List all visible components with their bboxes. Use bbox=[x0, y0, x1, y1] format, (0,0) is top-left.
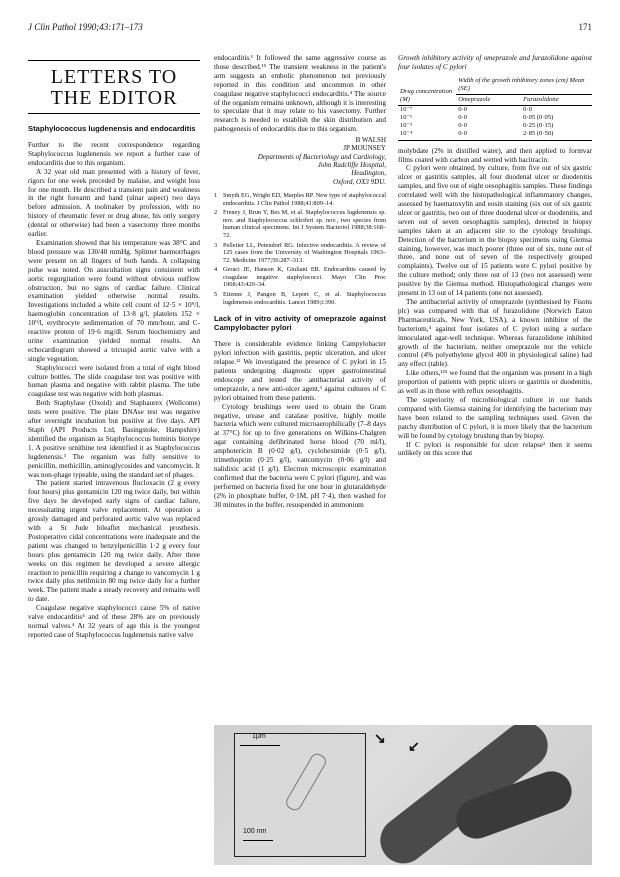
reference-item: 4 Geraci JE, Hanson K, Giuliani ER. Endocarditis caused by coagulase negative staphylococci. Mayo Clin Proc 1968;43:420–34. bbox=[214, 266, 386, 289]
paragraph: If C pylori is responsible for ulcer relapse² then it seems unlikely on this score that bbox=[398, 440, 592, 458]
paragraph: Cytology brushings were used to obtain the Gram negative, urease and catalase positive, highly motile bacteria which were cultured microaerophilically (7–8 days at 37°C) for up to five generations on Wilkins-Chalgren agar containing defibrinated horse blood (70 ml/l), amphotericin B (0·02 g/l), cycloheximide (0·5 g/l), trimethoprim (0·25 g/l), vancomycin (0·06 g/l) and nalidixic acid (1 g/l). Electron microscopic examination confirmed that the bacteria were C pylori (figure), and was performed on bacteria fixed for one hour in glutaraldehyde (2% in phosphate buffer, 0·1M, pH 7·4), then washed for 30 minutes in the buffer, resuspended in ammonium bbox=[214, 402, 386, 509]
affiliation-line: Oxford, OX3 9DU. bbox=[332, 177, 386, 186]
section-title bbox=[28, 60, 200, 114]
main-scale-bar bbox=[240, 745, 280, 746]
reference-item: 1 Smyth EG, Wright ED, Marples RP. New type of staphylococcal endocarditis. J Clin Pathol 1988;41:809–14. bbox=[214, 191, 386, 207]
signature bbox=[214, 136, 386, 186]
column-2 bbox=[214, 54, 386, 509]
table-row: 10⁻⁷ 0·0 0·0 bbox=[400, 105, 532, 113]
reference-item: 5 Etienne J, Pangon B, Leport C, et al. Staphylococcus lugdenensis endocarditis. Lancet 1989;i:390. bbox=[214, 291, 386, 306]
paragraph: molybdate (2% in distilled water), and then applied to formvar films coated with carbon and wetted with bacitracin. bbox=[398, 146, 592, 164]
journal-citation: J Clin Pathol 1990;43:171–173 bbox=[28, 22, 143, 32]
inset-scale-bar bbox=[243, 840, 273, 841]
paragraph: Both Staphylase (Oxoid) and Staphaurex (Wellcome) tests were positive. The plate DNAse test was negative after overnight incubation but positive at five days. API Staph (API Products Ltd, Basingstoke, Hampshire) identified the organism as Staphylococcus hominis biotype 1. A positive ornithine test identified it as Staphylococcus lugdenensis.³ The organism was fully sensitive to penicillin, methicillin, aminoglycosides and vancomycin. It was non-phage typeable, using the standard set of phages. bbox=[28, 399, 200, 479]
column-3 bbox=[398, 54, 592, 458]
paragraph: Further to the recent correspondence regarding Staphylococcus lugdenensis we report a further case of endocarditis due to this organism. bbox=[28, 141, 200, 167]
paragraph: A 32 year old man presented with a history of fever, rigors for one week preceded by malaise, and weight loss for one month. He described a transient pain and weakness in the right forearm and hand (ulnar aspect) two days before admission. A toolmaker by profession, with no history of rheumatic fever or drug abuse, his only surgery (dental or otherwise) had been a vasectomy three months earlier. bbox=[28, 167, 200, 239]
table-row: 10⁻⁴ 0·0 2·85 (0·50) bbox=[398, 130, 592, 141]
table-row: 10⁻⁶ 0·0 0·05 (0·05) bbox=[400, 113, 554, 121]
affiliation-line: John Radcliffe Hospital, bbox=[317, 161, 386, 170]
author: JP MOUNSEY bbox=[343, 144, 386, 153]
paragraph: The patient started intravenous flucloxacin (2 g every four hours) plus gentamicin 120 mg twice daily, but within five days he developed early signs of cardiac failure, necessitating urgent valve replacement. At operation a grossly damaged and perforated aortic valve was replaced with a St Jude bileaflet mechanical prosthesis. Postoperative cidal concentrations were inadequate and the patient was changed to benzylpenicillin 1·2 g every four hours plus gentamicin 120 mg twice daily. After three weeks on this regimen he developed a severe allergic reaction to penicillin requiring a change to vancomycin 1 g twice daily plus netilmicin 80 mg twice daily for a further week. The patient made a steady recovery and remains well to date. bbox=[28, 479, 200, 604]
main-scale-label: 1μm bbox=[252, 733, 266, 740]
table-header-furazolidone: Furazolidone bbox=[521, 94, 592, 105]
reference-list bbox=[214, 192, 386, 306]
inhibition-table bbox=[398, 76, 592, 141]
running-header bbox=[28, 22, 592, 32]
reference-item: 3 Pelletier LL, Petendorf RG. Infective endocarditis. A review of 125 cases from the University of Washington Hospitals 1963–72. Medicine 1977;56:287–313. bbox=[214, 241, 386, 264]
table-caption: Growth inhibitory activity of omeprazole and furazolidone against four isolates of C pylori bbox=[398, 54, 592, 71]
micrograph-inset bbox=[234, 733, 366, 857]
section-title-line-1: LETTERS TO bbox=[50, 66, 178, 88]
table-header-drug-concentration: Drug concentration (M) bbox=[398, 76, 456, 106]
arrow-icon: ↘ bbox=[374, 732, 386, 747]
page-number: 171 bbox=[578, 22, 592, 32]
paragraph: The antibacterial activity of omeprazole (synthesised by Fisons plc) was compared with that of furazolidone (Norwich Eaton Pharmaceuticals, New York, USA), a known inhibitor of the bacterium,⁴ against four isolates of C pylori using a surface innoculated agar-well technique. Whereas furazolidone inhibited growth of the bacterium, neither omeprazole nor the vehicle control (4% polyethylene glycol 400 in physiological saline) had any effect (table). bbox=[398, 298, 592, 369]
paragraph: Examination showed that his temperature was 38°C and blood pressure was 130/40 mmHg. Splinter haemorrhages were present on all fingers of both hands. A collapsing pulse was noted. On auscultation signs consistent with aortic regurgitation were found without obvious outflow obstruction, but no signs of cardiac failure. Clinical examination yielded otherwise normal results. Investigations included a white cell count of 12·5 × 10⁹/l, haemoglobin concentration of 13·8 g/l, platelets 152 × 10⁹/l, erythrocyte sedimentation of 70 mm/hour, and C-reactive protein of 19·6 mg/dl. Serum biochemistry and urine examination yielded normal results. An echocardiogram showed a tricuspid aortic valve with a single vegetation. bbox=[28, 238, 200, 363]
table-header-omeprazole: Omeprazole bbox=[456, 94, 521, 105]
arrow-icon: ↙ bbox=[408, 740, 420, 755]
affiliation-line: Headington, bbox=[351, 169, 386, 178]
paragraph: endocarditis.¹ It followed the same aggressive course as those described.¹⁵ The transient weakness in the patient's arm suggests an embolic phenomenon not previously reported in this condition and uncommon in other coagulase negative staphylococci endocarditis.⁴ The source of the organism remains unknown, although it is interesting to speculate that it may relate to his vasectomy. Further research is needed to establish the skin distribution and pathogenesis of endocarditis due to this organism. bbox=[214, 54, 386, 134]
table-header-group: Width of the growth inhibitory zones (cm) Mean (SE) bbox=[456, 76, 592, 95]
author: B WALSH bbox=[355, 136, 386, 145]
table-row: 10⁻⁵ 0·0 0·25 (0·15) bbox=[400, 121, 554, 129]
bacterium-inset-outline bbox=[284, 751, 329, 813]
column-1 bbox=[28, 60, 200, 640]
electron-micrograph-figure bbox=[214, 725, 592, 865]
letter1-title: Staphylococcus lugdenensis and endocarditis bbox=[28, 124, 196, 133]
affiliation-line: Departments of Bacteriology and Cardiology, bbox=[257, 152, 386, 161]
inset-scale-label: 100 nm bbox=[243, 828, 267, 835]
reference-item: 2 Freney J, Brun Y, Bes M, et al. Staphylococcus lugdenensis sp. nov. and Staphylococcus schleiferi sp. nov., two species from human clinical specimens. Int J System Bacteriol 1988;38:168–72. bbox=[214, 209, 386, 239]
paragraph: C pylori were obtained, by culture, from five out of six gastric ulcer or gastritis samples, all four duodenal ulcer or duodenitis samples, and five out of eight oesophagitis samples. These findings correlated well with the histopathological inflammatory changes, assessed by haematoxylin and eosin staining (six out of six gastric ulcer or gastritis, two out of three duodenal ulcer or duodenitis, and seven out of seven oesophagitis samples), detected in biopsy samples taken at an adjacent site to the cytology brushings. Detection of the bacterium in the biopsy specimens using Giemsa staining, however, was much poorer (three out of six, none out of three, and none out of seven of the respectively grouped complaints). Twelve out of 15 patients were C pylori positive by the culture method; only three out of 13 (two not assessed) were positive by the Giemsa method. Histopathological changes were present in 13 out of 14 patients (one not assessed). bbox=[398, 164, 592, 298]
paragraph: Staphylococci were isolated from a total of eight blood culture bottles. The slide coagulase test was positive with human plasma and negative with rabbit plasma. The tube coagulase test was negative with both plasmas. bbox=[28, 363, 200, 399]
section-title-line-2: THE EDITOR bbox=[50, 87, 178, 109]
paragraph: The superiority of microbiological culture in our hands compared with Giemsa staining for identifying the bacterium may have been related to the sampling techniques used. Given the patchy distribution of C pylori, it is more likely that the bacterium will be found by cytology brushing than by biopsy. bbox=[398, 395, 592, 440]
paragraph: Coagulase negative staphylococci cause 5% of native valve endocarditis⁴ and of these 28% are on previously normal valves.⁴ At 32 years of age this is the youngest reported case of Staphylococcus lugdenensis native valve bbox=[28, 604, 200, 639]
letter2-title: Lack of in vitro activity of omeprazole against Campylobacter pylori bbox=[214, 314, 386, 333]
paragraph: There is considerable evidence linking Campylobacter pylori infection with gastritis, peptic ulceration, and ulcer relapse.¹² We investigated the presence of C pylori in 15 patients undergoing diagnostic upper gastrointestinal endoscopy and tested the antibacterial activity of omeprazole, a new anti-ulcer agent,³ against cultures of C pylori obtained from these patients. bbox=[214, 340, 386, 402]
paragraph: Like others,¹²⁵ we found that the organism was present in a high proportion of patients with peptic ulcers or gastritis or duodenitis, as well as in those with reflux oesophagitis. bbox=[398, 369, 592, 396]
